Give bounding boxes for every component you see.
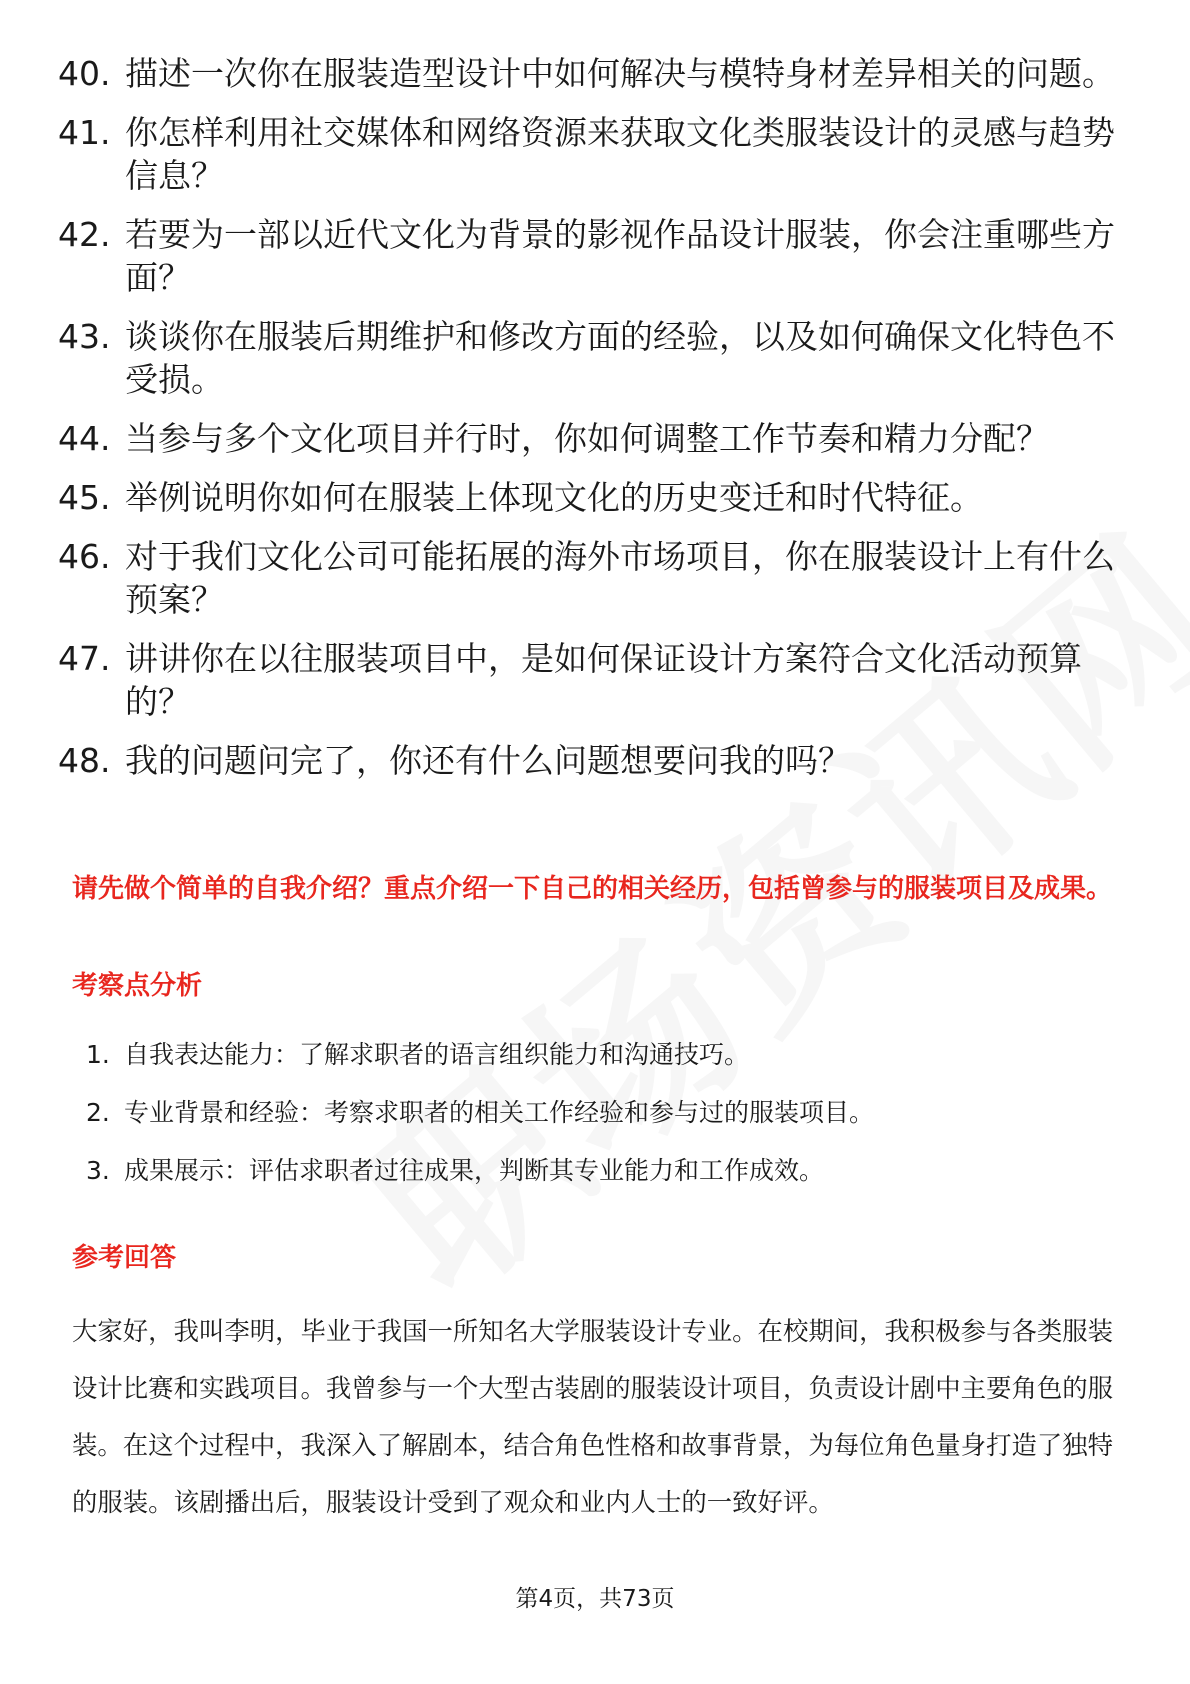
question-number: 44. bbox=[58, 419, 111, 458]
question-text: 你怎样利用社交媒体和网络资源来获取文化类服装设计的灵感与趋势信息？ bbox=[125, 113, 1115, 195]
page-footer: 第4页，共73页 bbox=[515, 1586, 675, 1612]
analysis-point bbox=[86, 1154, 1106, 1188]
question-item bbox=[58, 535, 1118, 621]
question-text: 我的问题问完了，你还有什么问题想要问我的吗？ bbox=[125, 741, 851, 780]
question-number: 46. bbox=[58, 537, 111, 576]
question-number: 47. bbox=[58, 639, 111, 678]
question-text: 举例说明你如何在服装上体现文化的历史变迁和时代特征。 bbox=[125, 478, 983, 517]
reference-answer: 大家好，我叫李明，毕业于我国一所知名大学服装设计专业。在校期间，我积极参与各类服装设计比赛和实践项目。我曾参与一个大型古装剧的服装设计项目，负责设计剧中主要角色的服装。在这个过程中，我深入了解剧本，结合角色性格和故事背景，为每位角色量身打造了独特的服装。该剧播出后，服装设计受到了观众和业内人士的一致好评。 bbox=[72, 1316, 1114, 1517]
question-text: 讲讲你在以往服装项目中，是如何保证设计方案符合文化活动预算的？ bbox=[125, 639, 1082, 721]
question-number: 40. bbox=[58, 54, 111, 93]
question-text: 若要为一部以近代文化为背景的影视作品设计服装，你会注重哪些方面？ bbox=[125, 215, 1115, 297]
point-text: 成果展示：评估求职者过往成果，判断其专业能力和工作成效。 bbox=[124, 1156, 825, 1185]
analysis-point bbox=[86, 1096, 1106, 1130]
question-list bbox=[58, 52, 1118, 798]
question-item bbox=[58, 315, 1118, 401]
question-text: 描述一次你在服装造型设计中如何解决与模特身材差异相关的问题。 bbox=[125, 54, 1115, 93]
question-item bbox=[58, 417, 1118, 460]
question-number: 48. bbox=[58, 741, 111, 780]
question-text: 谈谈你在服装后期维护和修改方面的经验，以及如何确保文化特色不受损。 bbox=[125, 317, 1115, 399]
question-item bbox=[58, 637, 1118, 723]
question-number: 41. bbox=[58, 113, 111, 152]
question-item bbox=[58, 52, 1118, 95]
analysis-title: 考察点分析 bbox=[72, 971, 203, 1001]
question-item bbox=[58, 476, 1118, 519]
point-text: 专业背景和经验：考察求职者的相关工作经验和参与过的服装项目。 bbox=[124, 1098, 875, 1127]
point-text: 自我表达能力：了解求职者的语言组织能力和沟通技巧。 bbox=[124, 1040, 750, 1069]
analysis-points bbox=[86, 1038, 1106, 1212]
question-item bbox=[58, 213, 1118, 299]
question-item bbox=[58, 739, 1118, 782]
question-number: 42. bbox=[58, 215, 111, 254]
reference-title: 参考回答 bbox=[72, 1243, 177, 1273]
question-text: 对于我们文化公司可能拓展的海外市场项目，你在服装设计上有什么预案？ bbox=[125, 537, 1115, 619]
analysis-point bbox=[86, 1038, 1106, 1072]
point-number: 3. bbox=[86, 1156, 110, 1185]
highlight-question: 请先做个简单的自我介绍？重点介绍一下自己的相关经历，包括曾参与的服装项目及成果。 bbox=[72, 874, 1113, 904]
question-text: 当参与多个文化项目并行时，你如何调整工作节奏和精力分配？ bbox=[125, 419, 1049, 458]
question-number: 45. bbox=[58, 478, 111, 517]
point-number: 2. bbox=[86, 1098, 110, 1127]
question-item bbox=[58, 111, 1118, 197]
question-number: 43. bbox=[58, 317, 111, 356]
point-number: 1. bbox=[86, 1040, 110, 1069]
